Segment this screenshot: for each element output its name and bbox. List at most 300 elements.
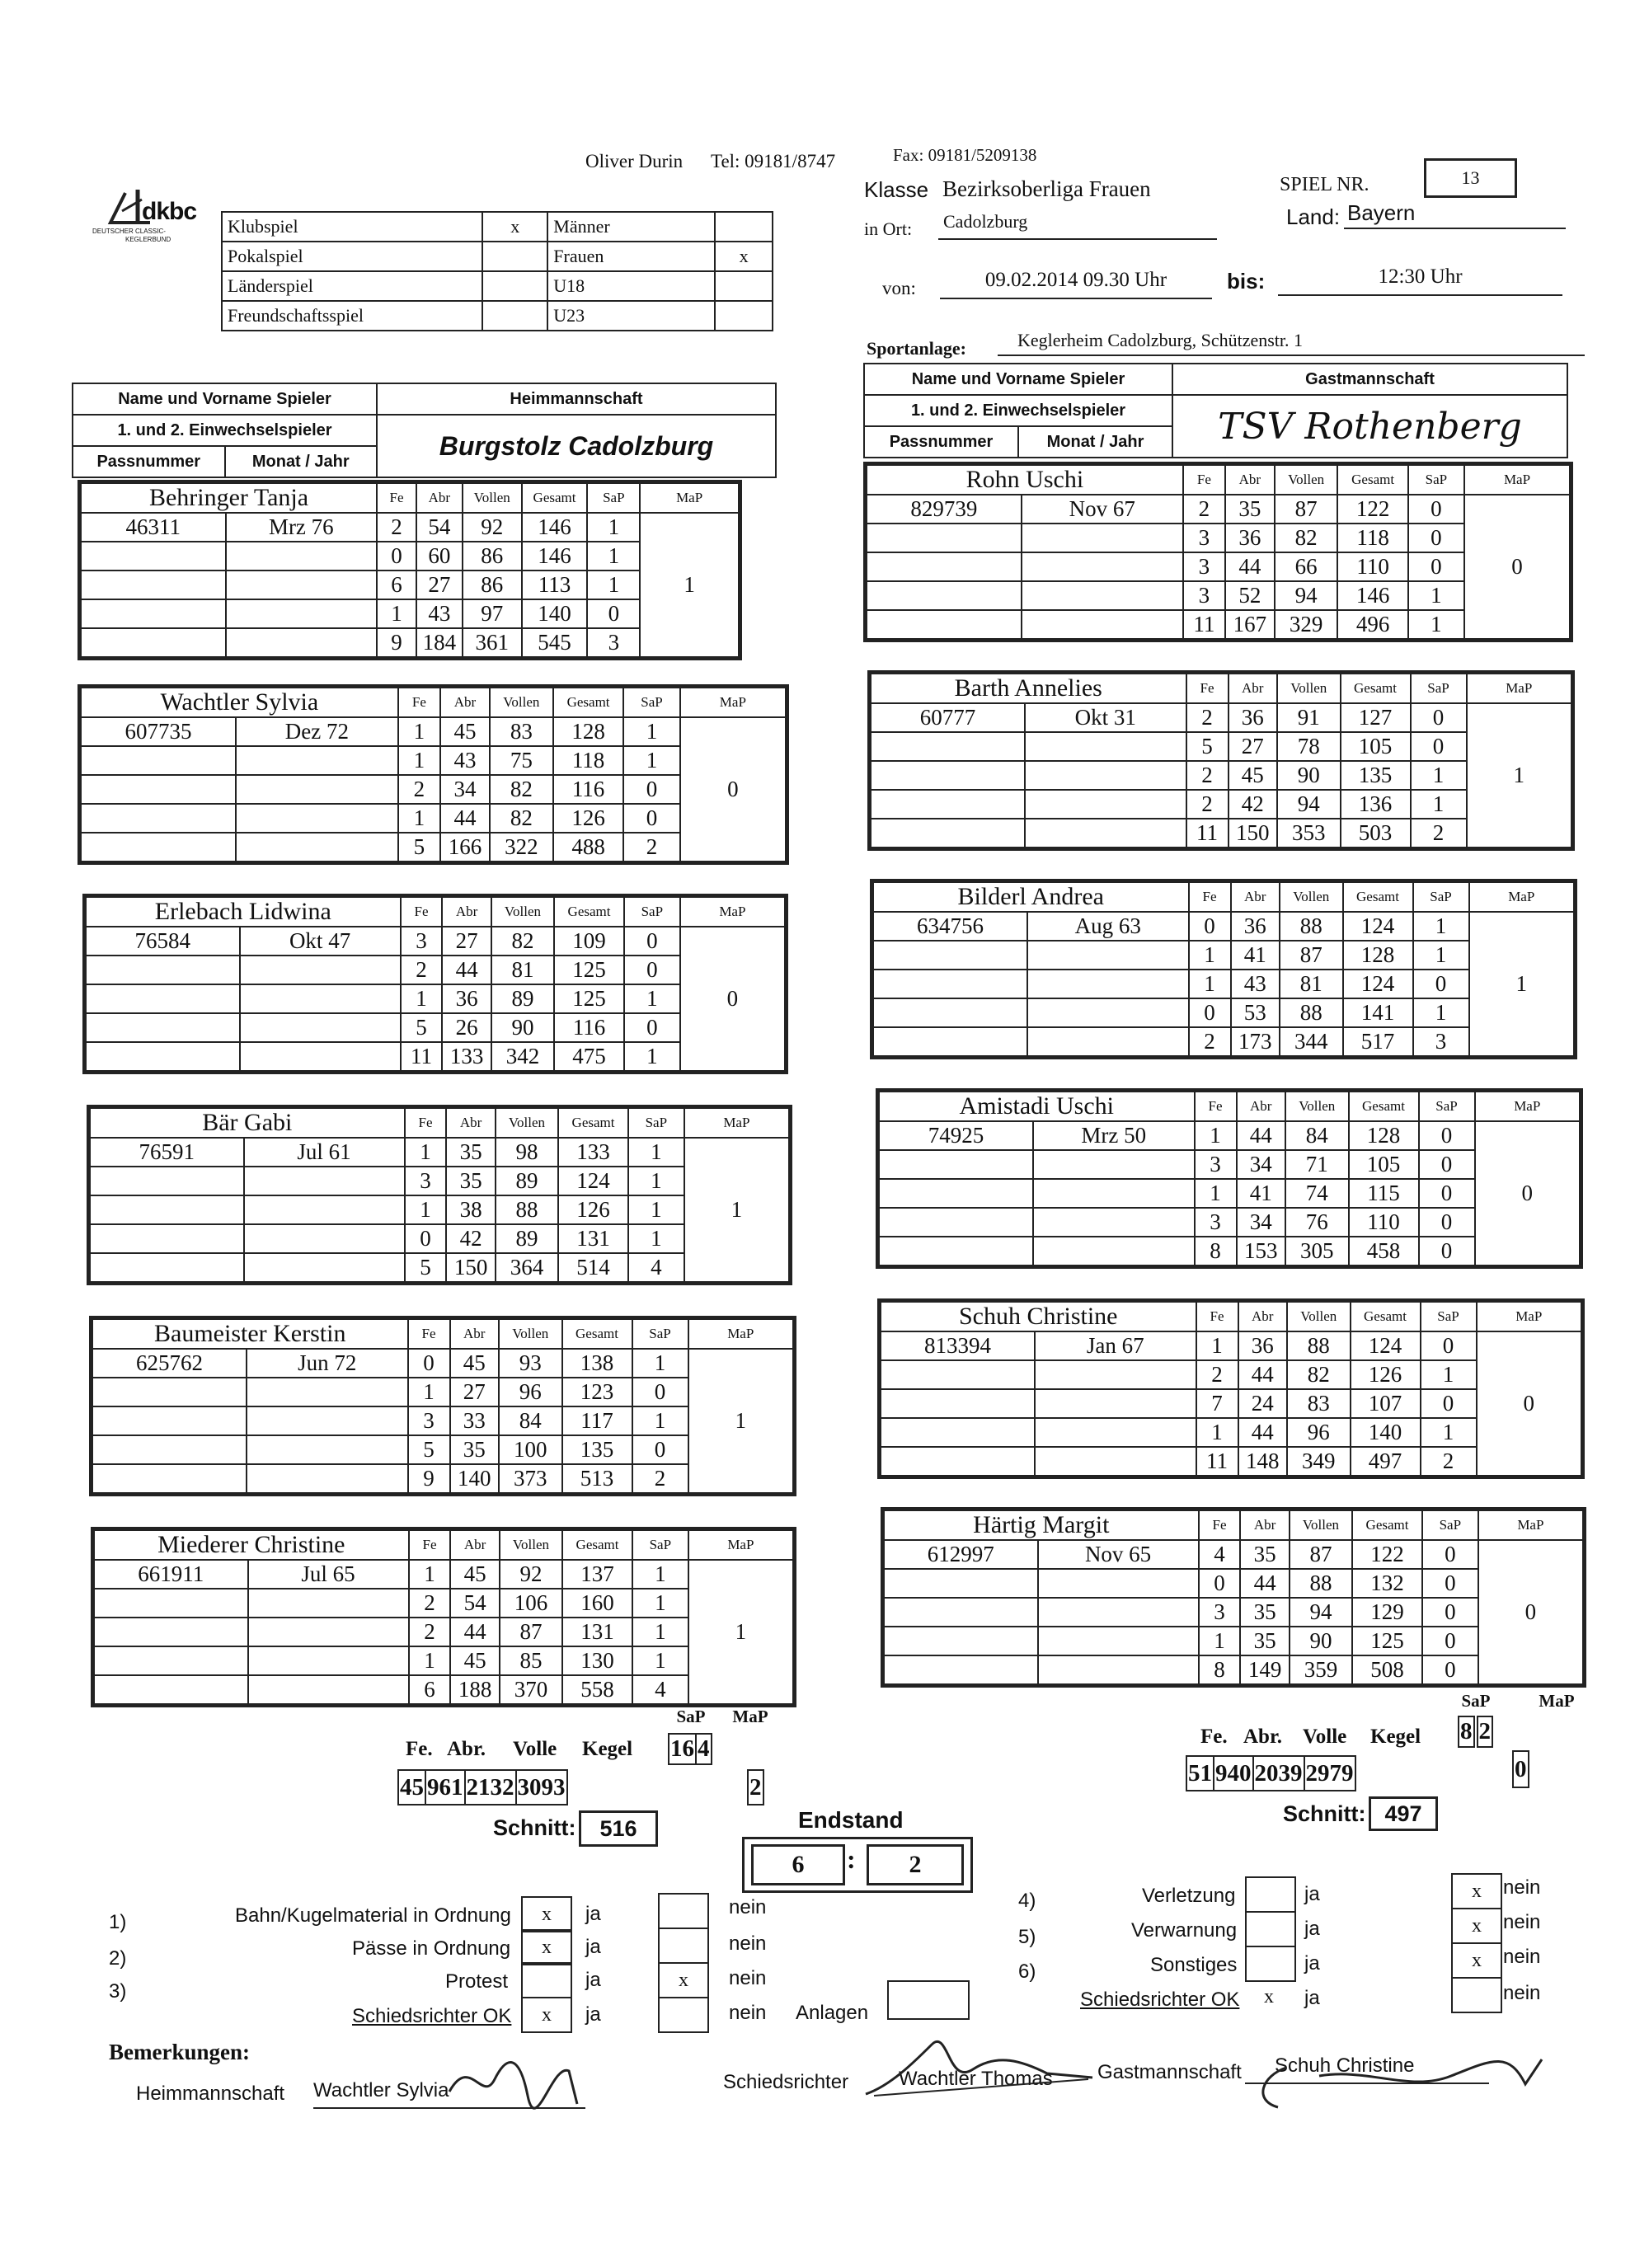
empty-cell	[247, 1406, 408, 1435]
endstand-home: 6	[751, 1844, 845, 1885]
value-fe: 1	[398, 717, 440, 746]
bahn-label: Bahn/Kugelmaterial in Ordnung	[235, 1904, 511, 1927]
value-fe: 3	[408, 1406, 450, 1435]
col-header-sap: SaP	[1419, 1092, 1475, 1121]
value-vollen: 88	[1290, 1569, 1352, 1598]
value-abr: 166	[440, 833, 490, 862]
map-value: 0	[1477, 1331, 1582, 1476]
value-sap: 0	[1408, 524, 1464, 552]
value-abr: 54	[416, 513, 463, 542]
value-gesamt: 126	[553, 804, 624, 833]
home-schnitt-label: Schnitt:	[493, 1815, 576, 1840]
value-vollen: 96	[499, 1378, 562, 1406]
nein-label: nein	[729, 1896, 767, 1918]
col-header-fe: Fe	[377, 483, 416, 513]
value-sap: 0	[632, 1435, 688, 1464]
schiri-right-nein-box[interactable]	[1451, 1977, 1502, 2013]
empty-cell	[247, 1378, 408, 1406]
empty-cell	[1038, 1569, 1199, 1598]
empty-cell	[94, 1589, 248, 1618]
value-abr: 45	[450, 1560, 499, 1589]
value-abr: 184	[416, 628, 463, 657]
map-value: 0	[1475, 1121, 1581, 1265]
endstand-separator: :	[847, 1844, 856, 1874]
empty-cell	[247, 1464, 408, 1493]
heim-signature: Wachtler Sylvia	[313, 2079, 585, 2109]
value-fe: 0	[408, 1349, 450, 1378]
bahn-nein-box[interactable]	[658, 1893, 709, 1929]
value-gesamt: 117	[562, 1406, 632, 1435]
value-fe: 1	[1196, 1331, 1238, 1360]
nein-label: nein	[729, 1932, 767, 1955]
value-fe: 3	[1195, 1208, 1237, 1237]
value-abr: 188	[450, 1675, 499, 1704]
score-row	[871, 703, 1571, 732]
value-abr: 149	[1240, 1655, 1289, 1684]
col-header-vollen: Vollen	[1290, 1510, 1352, 1540]
value-gesamt: 122	[1352, 1540, 1422, 1569]
value-vollen: 106	[500, 1589, 562, 1618]
logo-text: dkbc	[142, 198, 197, 225]
value-vollen: 364	[496, 1253, 558, 1282]
value-vollen: 83	[490, 717, 553, 746]
value-abr: 153	[1237, 1237, 1286, 1265]
game-type-mark: x	[482, 212, 547, 242]
value-abr: 38	[446, 1195, 495, 1224]
empty-cell	[881, 1389, 1035, 1418]
empty-cell	[879, 1208, 1033, 1237]
value-abr: 45	[1229, 761, 1278, 790]
home-fe-label: Fe.	[406, 1738, 433, 1760]
value-sap: 1	[624, 1042, 680, 1071]
empty-cell	[248, 1675, 409, 1704]
value-vollen: 87	[1280, 941, 1343, 970]
value-fe: 11	[1186, 819, 1229, 848]
empty-cell	[1033, 1179, 1195, 1208]
empty-cell	[879, 1237, 1033, 1265]
nein-label: nein	[1503, 1911, 1541, 1933]
empty-cell	[871, 761, 1025, 790]
value-sap: 1	[628, 1224, 684, 1253]
team-category-label: U18	[547, 271, 715, 301]
empty-cell	[873, 941, 1027, 970]
spiel-number: 13	[1424, 158, 1517, 198]
empty-cell	[248, 1589, 409, 1618]
schiri-sign-label: Schiedsrichter	[723, 2071, 849, 2093]
value-vollen: 90	[1290, 1627, 1352, 1655]
empty-cell	[873, 1027, 1027, 1056]
value-gesamt: 135	[1341, 761, 1411, 790]
value-gesamt: 128	[553, 717, 624, 746]
value-vollen: 83	[1287, 1389, 1351, 1418]
empty-cell	[1022, 610, 1183, 639]
player-name: Barth Annelies	[871, 674, 1186, 703]
value-vollen: 370	[500, 1675, 562, 1704]
value-fe: 1	[1189, 941, 1231, 970]
value-vollen: 92	[500, 1560, 562, 1589]
value-abr: 35	[446, 1167, 495, 1195]
value-fe: 2	[1189, 1027, 1231, 1056]
value-fe: 0	[1189, 998, 1231, 1027]
value-abr: 34	[440, 775, 490, 804]
value-vollen: 86	[463, 542, 522, 571]
value-fe: 6	[377, 571, 416, 599]
value-fe: 1	[398, 804, 440, 833]
sonstiges-ja-box[interactable]	[1245, 1946, 1296, 1982]
value-gesamt: 514	[558, 1253, 628, 1282]
sonstiges-nein-box[interactable]: x	[1451, 1942, 1502, 1979]
contact-tel: Tel: 09181/8747	[711, 151, 836, 171]
value-fe: 5	[398, 833, 440, 862]
value-fe: 1	[398, 746, 440, 775]
pass-number: 661911	[94, 1560, 248, 1589]
score-row	[94, 1560, 793, 1589]
empty-cell	[884, 1569, 1038, 1598]
value-vollen: 96	[1287, 1418, 1351, 1447]
value-sap: 0	[1421, 1331, 1477, 1360]
col-header-sap: SaP	[1411, 674, 1467, 703]
gast-signature: Schuh Christine	[1245, 2054, 1489, 2084]
paesse-ja-box[interactable]: x	[521, 1929, 572, 1965]
birth-month: Jan 67	[1035, 1331, 1196, 1360]
empty-cell	[226, 599, 378, 628]
empty-cell	[81, 746, 236, 775]
value-sap: 0	[623, 775, 679, 804]
guest-map-top: 2	[1478, 1716, 1493, 1747]
value-sap: 3	[1413, 1027, 1469, 1056]
value-abr: 52	[1225, 581, 1275, 610]
value-fe: 9	[377, 628, 416, 657]
value-vollen: 89	[491, 984, 554, 1013]
value-gesamt: 140	[522, 599, 588, 628]
value-gesamt: 124	[1351, 1331, 1421, 1360]
value-abr: 173	[1231, 1027, 1280, 1056]
value-sap: 2	[1411, 819, 1467, 848]
col-header-abr: Abr	[1237, 1092, 1286, 1121]
game-type-label: Pokalspiel	[222, 242, 482, 271]
schiri-ja-box[interactable]: x	[521, 1997, 572, 2033]
col-header-map: MaP	[1469, 882, 1575, 912]
value-abr: 43	[1231, 970, 1280, 998]
guest-map-label: MaP	[1539, 1691, 1575, 1711]
map-value: 0	[680, 927, 785, 1071]
map-value: 0	[680, 717, 786, 862]
value-sap: 1	[587, 571, 640, 599]
pass-number: 634756	[873, 912, 1027, 941]
signature-graphic	[857, 2036, 1097, 2102]
contact-fax: Fax: 09181/5209138	[893, 145, 1037, 165]
empty-cell	[92, 1406, 247, 1435]
empty-cell	[240, 1042, 401, 1071]
value-abr: 42	[446, 1224, 495, 1253]
value-sap: 1	[632, 1349, 688, 1378]
empty-cell	[90, 1195, 244, 1224]
birth-month: Mrz 50	[1033, 1121, 1195, 1150]
value-vollen: 82	[490, 775, 553, 804]
value-fe: 2	[409, 1589, 451, 1618]
home-team-header	[72, 383, 777, 478]
col-header-map: MaP	[688, 1530, 793, 1560]
value-vollen: 82	[490, 804, 553, 833]
birth-month: Aug 63	[1027, 912, 1189, 941]
guest-fe-total: 51	[1186, 1756, 1214, 1791]
col-header-fe: Fe	[1196, 1302, 1238, 1331]
value-vollen: 344	[1280, 1027, 1343, 1056]
empty-cell	[1025, 732, 1186, 761]
value-vollen: 100	[499, 1435, 562, 1464]
value-vollen: 86	[463, 571, 522, 599]
col-header-sap: SaP	[1422, 1510, 1478, 1540]
empty-cell	[1027, 1027, 1189, 1056]
value-abr: 36	[1238, 1331, 1288, 1360]
value-abr: 27	[1229, 732, 1278, 761]
value-fe: 2	[409, 1618, 451, 1646]
verletzung-ja-box[interactable]	[1245, 1876, 1296, 1913]
game-type-row	[222, 242, 773, 271]
empty-cell	[248, 1646, 409, 1675]
col-header-vollen: Vollen	[1287, 1302, 1351, 1331]
guest-player-block	[877, 1298, 1585, 1479]
schiri-right-ja-box[interactable]: x	[1264, 1986, 1274, 2007]
value-abr: 44	[1225, 552, 1275, 581]
value-fe: 1	[377, 599, 416, 628]
num-3: 3)	[109, 1980, 127, 2003]
empty-cell	[884, 1627, 1038, 1655]
guest-abr-label: Abr.	[1243, 1726, 1283, 1748]
num-4: 4)	[1018, 1890, 1036, 1912]
value-vollen: 305	[1285, 1237, 1349, 1265]
col-header-map: MaP	[684, 1108, 789, 1138]
empty-cell	[867, 524, 1022, 552]
empty-cell	[867, 581, 1022, 610]
value-vollen: 84	[1285, 1121, 1349, 1150]
value-abr: 35	[1240, 1598, 1289, 1627]
value-sap: 2	[623, 833, 679, 862]
value-gesamt: 110	[1349, 1208, 1419, 1237]
empty-cell	[94, 1618, 248, 1646]
value-gesamt: 109	[554, 927, 624, 956]
value-sap: 1	[632, 1560, 688, 1589]
col-header-gesamt: Gesamt	[1349, 1092, 1419, 1121]
col-header-fe: Fe	[1195, 1092, 1237, 1121]
value-vollen: 76	[1285, 1208, 1349, 1237]
value-abr: 140	[450, 1464, 500, 1493]
value-abr: 148	[1238, 1447, 1288, 1476]
col-header-vollen: Vollen	[491, 897, 554, 927]
empty-cell	[1038, 1655, 1199, 1684]
ja-label: ja	[1304, 1952, 1320, 1975]
value-vollen: 81	[1280, 970, 1343, 998]
value-fe: 3	[1183, 552, 1225, 581]
empty-cell	[86, 984, 240, 1013]
value-vollen: 87	[500, 1618, 562, 1646]
empty-cell	[226, 571, 378, 599]
value-abr: 54	[450, 1589, 499, 1618]
player-name: Bär Gabi	[90, 1108, 405, 1138]
guest-volle-total: 2039	[1253, 1756, 1304, 1791]
value-vollen: 353	[1277, 819, 1341, 848]
empty-cell	[92, 1378, 247, 1406]
value-gesamt: 517	[1343, 1027, 1413, 1056]
value-gesamt: 129	[1352, 1598, 1422, 1627]
value-abr: 44	[1238, 1360, 1288, 1389]
verletzung-label: Verletzung	[1142, 1885, 1236, 1907]
guest-team-header	[863, 363, 1568, 458]
value-fe: 3	[401, 927, 443, 956]
col-header-gesamt: Gesamt	[562, 1319, 632, 1349]
col-header-abr: Abr	[446, 1108, 495, 1138]
score-row	[92, 1349, 793, 1378]
klasse-value: Bezirksoberliga Frauen	[942, 176, 1151, 201]
value-gesamt: 496	[1337, 610, 1407, 639]
value-abr: 44	[450, 1618, 499, 1646]
value-sap: 0	[624, 927, 680, 956]
value-sap: 1	[587, 513, 640, 542]
value-abr: 44	[1237, 1121, 1286, 1150]
value-vollen: 87	[1275, 495, 1338, 524]
value-gesamt: 140	[1351, 1418, 1421, 1447]
empty-cell	[879, 1150, 1033, 1179]
value-fe: 1	[401, 984, 443, 1013]
value-fe: 1	[409, 1560, 451, 1589]
value-fe: 1	[1189, 970, 1231, 998]
empty-cell	[244, 1224, 405, 1253]
value-sap: 1	[1421, 1418, 1477, 1447]
value-sap: 1	[628, 1167, 684, 1195]
game-type-label: Länderspiel	[222, 271, 482, 301]
verwarnung-ja-box[interactable]	[1245, 1911, 1296, 1947]
value-abr: 43	[440, 746, 490, 775]
value-vollen: 91	[1277, 703, 1341, 732]
empty-cell	[92, 1435, 247, 1464]
schiri-ok-label-right: Schiedsrichter OK	[1080, 1989, 1240, 2011]
value-sap: 1	[632, 1406, 688, 1435]
heim-signature-scribble	[445, 2046, 585, 2116]
value-fe: 3	[405, 1167, 447, 1195]
protest-ja-box[interactable]	[521, 1962, 572, 1998]
value-vollen: 78	[1277, 732, 1341, 761]
value-vollen: 66	[1275, 552, 1338, 581]
value-vollen: 75	[490, 746, 553, 775]
von-label: von:	[882, 278, 916, 298]
col-header-fe: Fe	[1183, 465, 1225, 495]
value-sap: 0	[1413, 970, 1469, 998]
empty-cell	[244, 1253, 405, 1282]
player-name: Rohn Uschi	[867, 465, 1183, 495]
player-name: Amistadi Uschi	[879, 1092, 1195, 1121]
protest-nein-box[interactable]: x	[658, 1962, 709, 1998]
name-label: Name und Vorname Spieler	[73, 383, 377, 415]
value-gesamt: 160	[562, 1589, 632, 1618]
value-gesamt: 135	[562, 1435, 632, 1464]
game-type-mark	[482, 301, 547, 331]
score-row	[90, 1138, 789, 1167]
schiri-signature-scribble	[857, 2036, 1097, 2106]
guest-kegel-total: 2979	[1304, 1756, 1355, 1791]
value-vollen: 82	[1287, 1360, 1351, 1389]
value-fe: 5	[1186, 732, 1229, 761]
col-header-sap: SaP	[1421, 1302, 1477, 1331]
empty-cell	[81, 628, 226, 657]
value-fe: 3	[1183, 524, 1225, 552]
verwarnung-nein-box[interactable]: x	[1451, 1908, 1502, 1944]
sportanlage-value: Keglerheim Cadolzburg, Schützenstr. 1	[998, 330, 1585, 356]
value-vollen: 94	[1277, 790, 1341, 819]
value-gesamt: 136	[1341, 790, 1411, 819]
verletzung-nein-box[interactable]: x	[1451, 1873, 1502, 1909]
col-header-map: MaP	[640, 483, 739, 513]
empty-cell	[879, 1179, 1033, 1208]
value-abr: 41	[1231, 941, 1280, 970]
home-schnitt-value: 516	[579, 1810, 658, 1847]
value-gesamt: 137	[562, 1560, 632, 1589]
value-gesamt: 115	[1349, 1179, 1419, 1208]
col-header-fe: Fe	[1199, 1510, 1241, 1540]
guest-fe-label: Fe.	[1200, 1726, 1228, 1748]
anlagen-box[interactable]	[887, 1980, 970, 2020]
empty-cell	[1033, 1208, 1195, 1237]
value-sap: 0	[1419, 1208, 1475, 1237]
gast-sign-label: Gastmannschaft	[1097, 2061, 1242, 2083]
value-sap: 2	[632, 1464, 688, 1493]
guest-kegel-label: Kegel	[1370, 1726, 1421, 1748]
home-kegel-total: 3093	[516, 1770, 567, 1805]
col-header-sap: SaP	[587, 483, 640, 513]
col-header-gesamt: Gesamt	[558, 1108, 628, 1138]
value-gesamt: 124	[558, 1167, 628, 1195]
empty-cell	[884, 1598, 1038, 1627]
guest-player-block	[870, 879, 1577, 1059]
value-vollen: 85	[500, 1646, 562, 1675]
empty-cell	[1027, 970, 1189, 998]
player-name: Baumeister Kerstin	[92, 1319, 408, 1349]
col-header-map: MaP	[680, 688, 786, 717]
team-category-mark	[715, 271, 773, 301]
paesse-nein-box[interactable]	[658, 1928, 709, 1964]
pass-number: 46311	[81, 513, 226, 542]
value-abr: 34	[1237, 1208, 1286, 1237]
value-sap: 1	[1421, 1360, 1477, 1389]
value-gesamt: 110	[1337, 552, 1407, 581]
schiri-nein-box[interactable]	[658, 1997, 709, 2033]
value-gesamt: 146	[522, 542, 588, 571]
value-abr: 35	[446, 1138, 495, 1167]
team-category-label: Frauen	[547, 242, 715, 271]
value-sap: 0	[1408, 495, 1464, 524]
schiri-signature: Wachtler Thomas	[899, 2068, 1053, 2090]
schiri-ok-label: Schiedsrichter OK	[352, 2005, 512, 2027]
value-abr: 45	[450, 1349, 500, 1378]
value-fe: 0	[1199, 1569, 1241, 1598]
value-fe: 3	[1195, 1150, 1237, 1179]
team-category-mark: x	[715, 242, 773, 271]
value-fe: 1	[405, 1138, 447, 1167]
value-sap: 0	[1411, 732, 1467, 761]
col-header-gesamt: Gesamt	[562, 1530, 632, 1560]
value-abr: 35	[1240, 1540, 1289, 1569]
value-sap: 1	[628, 1195, 684, 1224]
birth-month: Okt 31	[1025, 703, 1186, 732]
value-sap: 0	[1422, 1627, 1478, 1655]
value-fe: 2	[401, 956, 443, 984]
empty-cell	[236, 775, 398, 804]
value-abr: 36	[442, 984, 491, 1013]
bahn-ja-box[interactable]: x	[521, 1896, 572, 1932]
value-fe: 2	[398, 775, 440, 804]
player-name: Bilderl Andrea	[873, 882, 1189, 912]
team-category-label: Männer	[547, 212, 715, 242]
empty-cell	[90, 1167, 244, 1195]
